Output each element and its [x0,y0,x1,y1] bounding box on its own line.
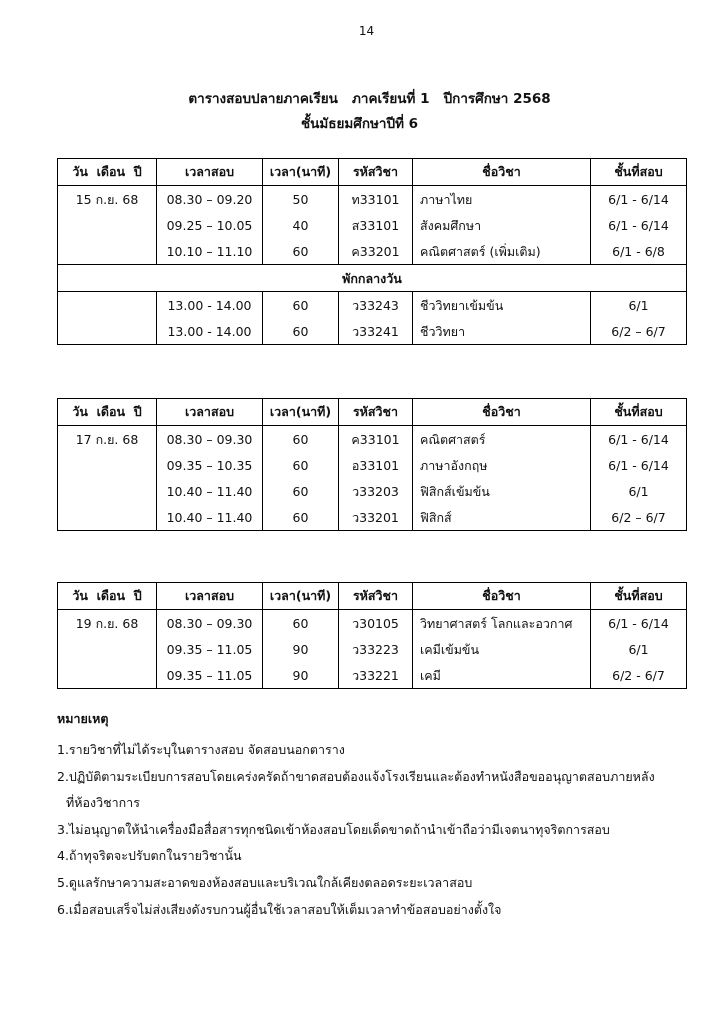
note-item-4: 4.ถ้าทุจริตจะปรับตกในรายวิชานั้น [57,848,242,864]
note-item-2-continuation: ที่ห้องวิชาการ [66,795,140,811]
cell-minutes: 60 [263,610,339,637]
cell-time: 08.30 – 09.20 [157,186,263,213]
header-class: ชั้นที่สอบ [591,159,687,186]
cell-date [58,636,157,662]
cell-date: 17 ก.ย. 68 [58,426,157,453]
table-row [58,452,687,478]
cell-class: 6/1 [591,478,687,504]
header-subject: ชื่อวิชา [413,159,591,186]
cell-code: ว30105 [339,610,413,637]
table-row [58,610,687,637]
exam-table-1 [57,158,687,345]
cell-code: ค33101 [339,426,413,453]
cell-code: ว33223 [339,636,413,662]
cell-subject: ชีววิทยา [413,318,591,345]
cell-time: 10.10 – 11.10 [157,238,263,265]
cell-date [58,292,157,319]
cell-subject: ภาษาไทย [413,186,591,213]
cell-time: 09.35 – 10.35 [157,452,263,478]
header-code: รหัสวิชา [339,583,413,610]
header-class: ชั้นที่สอบ [591,399,687,426]
cell-minutes: 60 [263,426,339,453]
cell-minutes: 60 [263,238,339,265]
cell-subject: เคมี [413,662,591,689]
cell-date [58,452,157,478]
header-code: รหัสวิชา [339,399,413,426]
cell-time: 13.00 - 14.00 [157,318,263,345]
cell-time: 13.00 - 14.00 [157,292,263,319]
exam-table-3 [57,582,687,689]
table-row [58,186,687,213]
cell-minutes: 90 [263,636,339,662]
cell-code: ว33243 [339,292,413,319]
cell-date [58,238,157,265]
header-code: รหัสวิชา [339,159,413,186]
header-row [58,583,687,610]
table-row [58,662,687,689]
lunch-break-label: พักกลางวัน [58,265,687,292]
note-item-1: 1.รายวิชาที่ไม่ได้ระบุในตารางสอบ จัดสอบนอกตาราง [57,742,345,757]
cell-code: ว33201 [339,504,413,531]
cell-minutes: 90 [263,662,339,689]
cell-date [58,504,157,531]
header-date: วัน เดือน ปี [58,399,157,426]
header-class: ชั้นที่สอบ [591,583,687,610]
cell-class: 6/1 - 6/14 [591,610,687,637]
table-row [58,478,687,504]
cell-minutes: 50 [263,186,339,213]
cell-minutes: 60 [263,478,339,504]
cell-class: 6/1 - 6/8 [591,238,687,265]
header-minutes: เวลา(นาที) [263,399,339,426]
schedule-table [57,158,687,345]
cell-subject: ฟิสิกส์เข้มข้น [413,478,591,504]
cell-time: 09.25 – 10.05 [157,212,263,238]
schedule-table [57,582,687,689]
header-subject: ชื่อวิชา [413,399,591,426]
cell-time: 08.30 – 09.30 [157,610,263,637]
cell-date [58,212,157,238]
cell-class: 6/1 - 6/14 [591,426,687,453]
cell-code: อ33101 [339,452,413,478]
cell-code: ว33203 [339,478,413,504]
table-row [58,212,687,238]
note-item-2: 2.ปฏิบัติตามระเบียบการสอบโดยเคร่งครัดถ้าขาดสอบต้องแจ้งโรงเรียนและต้องทำหนังสือขออนุญาตสอบภายหลัง [57,768,655,784]
cell-code: ท33101 [339,186,413,213]
cell-minutes: 60 [263,452,339,478]
cell-date [58,318,157,345]
cell-code: ว33241 [339,318,413,345]
cell-subject: ฟิสิกส์ [413,504,591,531]
exam-table-2 [57,398,687,531]
cell-subject: วิทยาศาสตร์ โลกและอวกาศ [413,610,591,637]
cell-date: 19 ก.ย. 68 [58,610,157,637]
header-time: เวลาสอบ [157,583,263,610]
cell-subject: เคมีเข้มข้น [413,636,591,662]
header-row [58,159,687,186]
header-time: เวลาสอบ [157,399,263,426]
table-row [58,504,687,531]
header-row [58,399,687,426]
header-minutes: เวลา(นาที) [263,583,339,610]
note-item-6: 6.เมื่อสอบเสร็จไม่ส่งเสียงดังรบกวนผู้อื่นใช้เวลาสอบให้เต็มเวลาทำข้อสอบอย่างตั้งใจ [57,901,502,917]
cell-class: 6/1 - 6/14 [591,452,687,478]
cell-subject: ภาษาอังกฤษ [413,452,591,478]
header-time: เวลาสอบ [157,159,263,186]
cell-minutes: 60 [263,292,339,319]
cell-class: 6/2 - 6/7 [591,662,687,689]
notes-heading: หมายเหตุ [57,711,109,726]
header-subject: ชื่อวิชา [413,583,591,610]
cell-time: 10.40 – 11.40 [157,478,263,504]
document-subtitle: ชั้นมัธยมศึกษาปีที่ 6 [300,116,419,132]
cell-time: 09.35 – 11.05 [157,662,263,689]
header-date: วัน เดือน ปี [58,583,157,610]
lunch-break-row [58,265,687,292]
page-number: 14 [358,24,375,38]
cell-subject: คณิตศาสตร์ (เพิ่มเติม) [413,238,591,265]
cell-class: 6/1 - 6/14 [591,212,687,238]
note-item-3: 3.ไม่อนุญาตให้นำเครื่องมือสื่อสารทุกชนิดเข้าห้องสอบโดยเด็ดขาดถ้านำเข้าถือว่ามีเจตนาทุจริตการสอบ [57,821,610,837]
cell-date [58,478,157,504]
notes-section [57,706,707,923]
cell-class: 6/2 – 6/7 [591,504,687,531]
cell-date [58,662,157,689]
cell-time: 10.40 – 11.40 [157,504,263,531]
cell-class: 6/1 - 6/14 [591,186,687,213]
cell-class: 6/1 [591,292,687,319]
cell-time: 08.30 – 09.30 [157,426,263,453]
note-item-5: 5.ดูแลรักษาความสะอาดของห้องสอบและบริเวณใกล้เคียงตลอดระยะเวลาสอบ [57,874,473,890]
cell-subject: สังคมศึกษา [413,212,591,238]
cell-time: 09.35 – 11.05 [157,636,263,662]
cell-subject: คณิตศาสตร์ [413,426,591,453]
table-row [58,426,687,453]
cell-code: ว33221 [339,662,413,689]
header-minutes: เวลา(นาที) [263,159,339,186]
header-date: วัน เดือน ปี [58,159,157,186]
cell-minutes: 60 [263,504,339,531]
table-row [58,636,687,662]
document-title: ตารางสอบปลายภาคเรียน ภาคเรียนที่ 1 ปีการศึกษา 2568 [188,91,551,107]
table-row [58,238,687,265]
cell-minutes: 60 [263,318,339,345]
table-row [58,318,687,345]
cell-date: 15 ก.ย. 68 [58,186,157,213]
cell-class: 6/2 – 6/7 [591,318,687,345]
cell-subject: ชีววิทยาเข้มข้น [413,292,591,319]
cell-code: ส33101 [339,212,413,238]
cell-minutes: 40 [263,212,339,238]
cell-class: 6/1 [591,636,687,662]
table-row [58,292,687,319]
cell-code: ค33201 [339,238,413,265]
schedule-table [57,398,687,531]
